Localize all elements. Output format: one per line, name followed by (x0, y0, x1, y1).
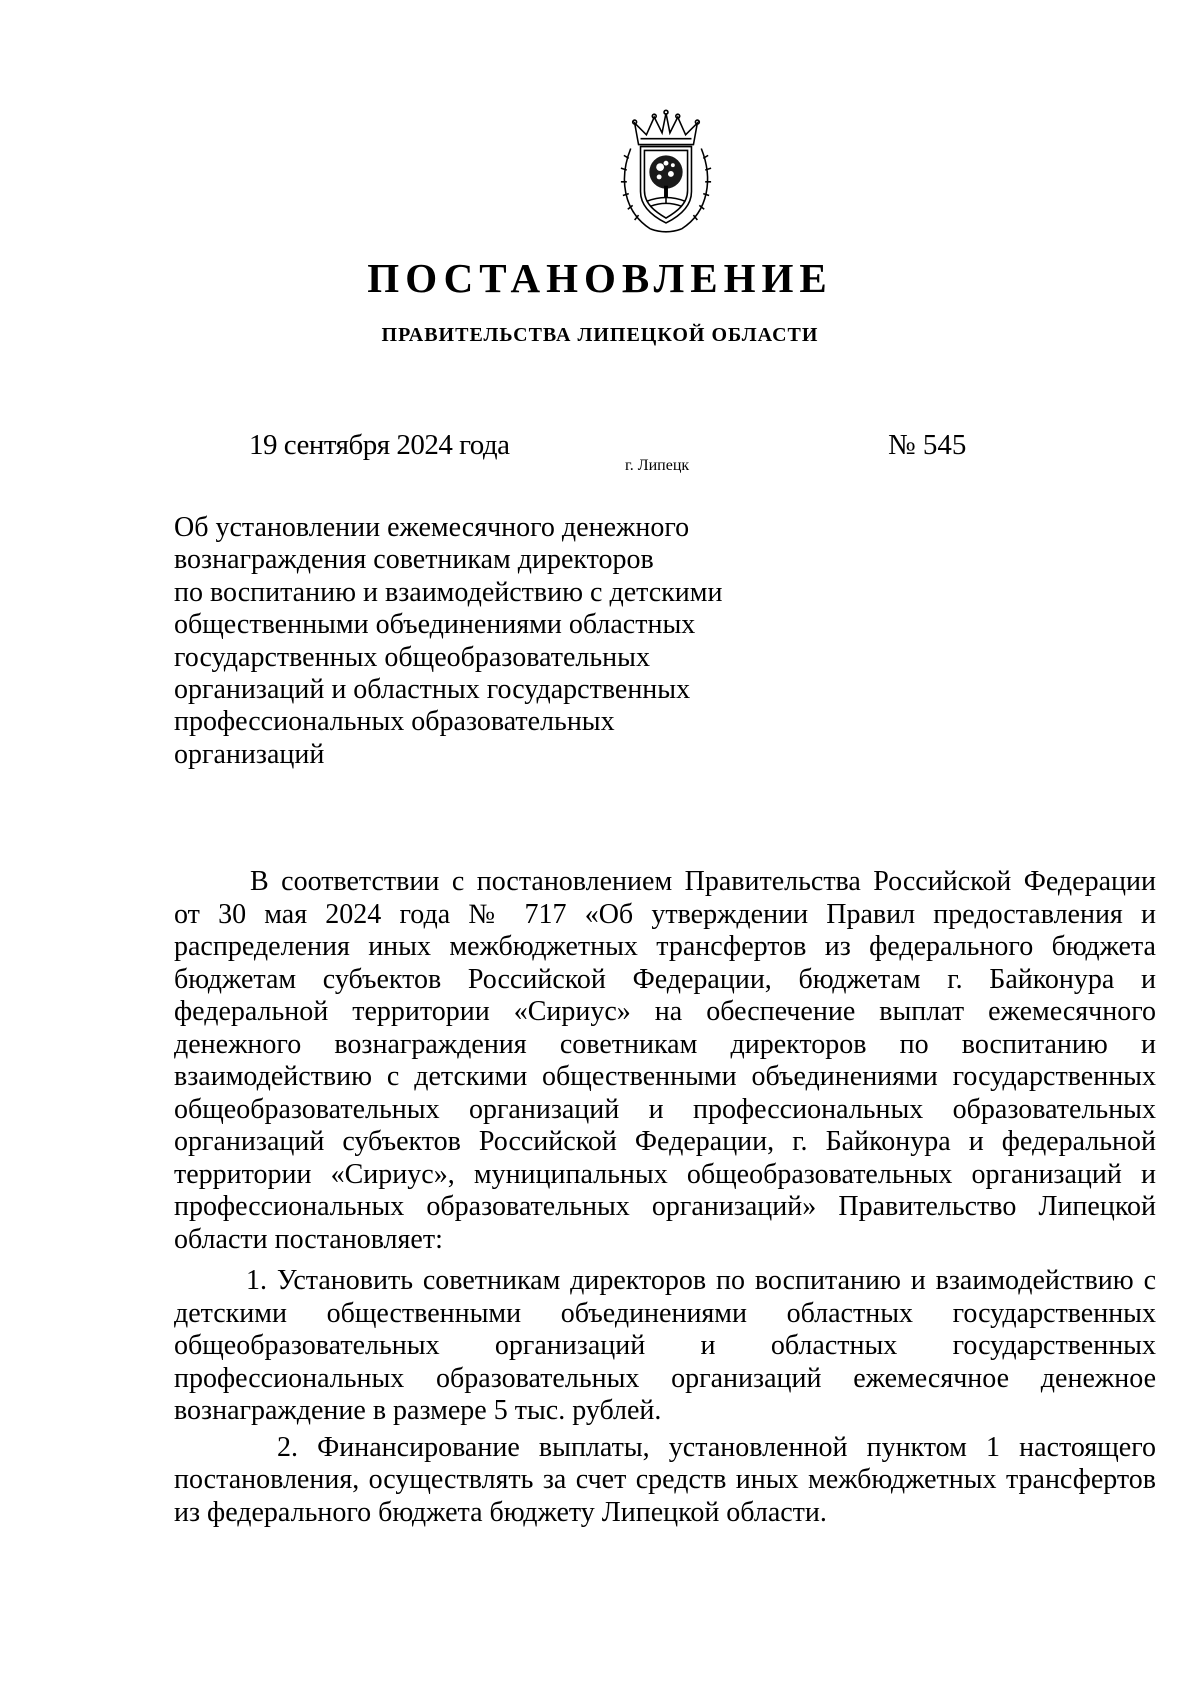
subject-line: государственных общеобразовательных (174, 641, 650, 673)
document-number: № 545 (888, 429, 967, 461)
clause-2: 2. Финансирование выплаты, установленной пунктом 1 настоящего постановления, осуществлять за счет средств иных межбюджетных трансфертов из федерального бюджета бюджету Липецкой области. (174, 1431, 1156, 1528)
document-body (174, 866, 1156, 1529)
subject-line: по воспитанию и взаимодействию с детскими (174, 576, 723, 608)
document-date: 19 сентября 2024 года (249, 429, 510, 461)
preamble-paragraph: В соответствии с постановлением Правительства Российской Федерации от 30 мая 2024 года № 717 «Об утверждении Правил предоставления и распределения иных межбюджетных трансфертов из федерального бюджета бюджетам субъектов Российской Федерации, бюджетам г. Байконура и федеральной территории «Сириус» на обеспечение выплат ежемесячного денежного вознаграждения советникам директоров по воспитанию и взаимодействию с детскими общественными объединениями государственных общеобразовательных организаций и профессиональных образовательных организаций субъектов Российской Федерации, г. Байконура и федеральной территории «Сириус», муниципальных общеобразовательных организаций и профессиональных образовательных организаций» Правительство Липецкой области постановляет: (174, 866, 1156, 1255)
coat-of-arms-emblem (617, 108, 715, 238)
document-city: г. Липецк (625, 457, 690, 474)
subject-line: организаций и областных государственных (174, 674, 691, 706)
subject-line: организаций (174, 738, 325, 770)
document-subject (174, 512, 754, 771)
subject-line: профессиональных образовательных (174, 706, 615, 738)
clause-1: 1. Установить советникам директоров по воспитанию и взаимодействию с детскими общественными объединениями областных государственных общеобразовательных организаций и областных государственных профессиональных образовательных организаций ежемесячное денежное вознаграждение в размере 5 тыс. рублей. (174, 1265, 1156, 1426)
document-title: ПОСТАНОВЛЕНИЕ (367, 255, 833, 301)
subject-line: вознаграждения советникам директоров (174, 544, 654, 576)
subject-line: Об установлении ежемесячного денежного (174, 512, 690, 543)
subject-line: общественными объединениями областных (174, 609, 696, 641)
issuing-authority: ПРАВИТЕЛЬСТВА ЛИПЕЦКОЙ ОБЛАСТИ (381, 324, 819, 346)
